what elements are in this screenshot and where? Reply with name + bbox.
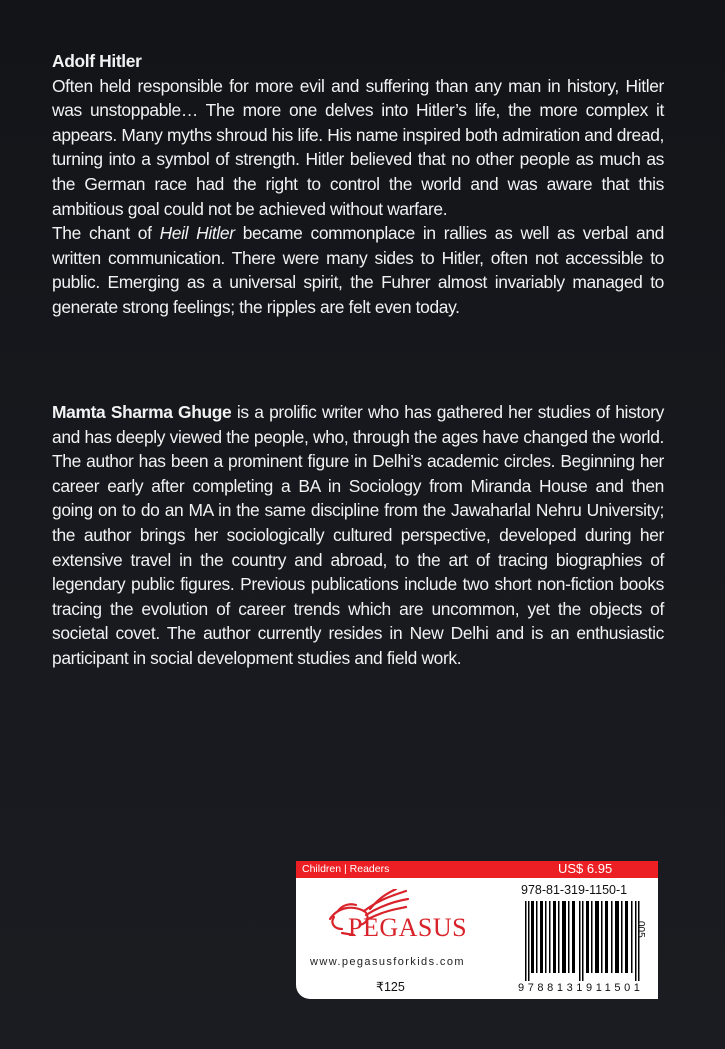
subject-paragraph-2 [52, 221, 664, 319]
heil-hitler-italic: Heil Hitler [159, 223, 235, 244]
publisher-name: PEGASUS [348, 913, 468, 942]
author-name: Mamta Sharma Ghuge [52, 402, 232, 422]
price-inr: ₹125 [376, 980, 405, 994]
barcode-digits: 9788131911501 [518, 982, 644, 994]
author-bio [52, 400, 664, 671]
author-bio-text: is a prolific writer who has gathered her studies of history and has deeply viewed the people, who, through the ages have changed the world. The author has been a prominent figure in Delhi’s academic circles. Beginning her career early after completing a BA in Sociology from Miranda House and then going on to do an MA in the same discipline from the Jawaharlal Nehru University; the author brings her sociologically cultured perspective, developed during her extensive travel in the country and abroad, to the art of tracing biographies of legendary public figures. Previous publications include two short non-fiction books tracing the evolution of career trends which are uncommon, yet the objects of societal covet. The author currently resides in New Delhi and is an enthusiastic participant in social development studies and field work. [52, 402, 665, 668]
category-label: Children | Readers [302, 863, 390, 875]
paragraph-2-prefix: The chant of [52, 223, 160, 244]
price-usd: US$ 6.95 [558, 861, 613, 876]
subject-title: Adolf Hitler [52, 51, 142, 71]
isbn-number: 978-81-319-1150-1 [521, 883, 628, 897]
author-paragraph [52, 400, 664, 671]
barcode-addon: 005 [635, 921, 646, 938]
category-bar [296, 861, 658, 878]
subject-paragraph-1: Often held responsible for more evil and suffering than any man in history, Hitler was unstoppable… The more one delves into Hitler’s life, the more complex it appears. Many myths shroud his life. His name inspired both admiration and dread, turning into a symbol of strength. Hitler believed that no other people as much as the German race had the right to control the world and was aware that this ambitious goal could not be achieved without warfare. [52, 75, 664, 219]
subject-blurb [52, 49, 664, 320]
barcode-icon [525, 901, 643, 981]
publisher-website: www.pegasusforkids.com [310, 956, 465, 968]
paragraph-2-suffix: became commonplace in rallies as well as verbal and written communication. There were many sides to Hitler, often not accessible to public. Emerging as a universal spirit, the Fuhrer almost invariably managed to generate strong feelings; the ripples are felt even today. [52, 223, 664, 317]
price-sticker [296, 861, 658, 999]
